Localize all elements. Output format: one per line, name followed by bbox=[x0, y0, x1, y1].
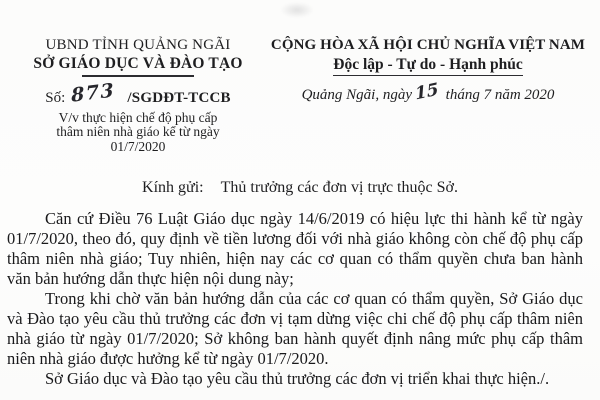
national-motto: Độc lập - Tự do - Hạnh phúc bbox=[333, 56, 522, 76]
handwritten-document-number: 873 bbox=[70, 78, 116, 107]
subject-line-3: 01/7/2020 bbox=[110, 138, 166, 154]
body-paragraph-2: Trong khi chờ văn bản hướng dẫn của các cơ quan có thẩm quyền, Sở Giáo dục và Đào tạo yêu cầu thủ trưởng các đơn vị tạm dừng việc chi chế độ phụ cấp thâm niên nhà giáo từ ngày 01/7/2020; Sở không ban hành quyết định nâng mức phụ cấp thâm niên nhà giáo được hưởng kể từ ngày 01/7/2020. bbox=[7, 289, 583, 369]
authority-name: UBND TỈNH QUẢNG NGÃI bbox=[45, 37, 231, 53]
subject-line-2: thâm niên nhà giáo kể từ ngày bbox=[56, 124, 220, 140]
date-prefix: Quảng Ngãi, ngày bbox=[301, 87, 412, 103]
national-title: CỘNG HÒA XÃ HỘI CHỦ NGHĨA VIỆT NAM bbox=[270, 37, 586, 53]
issuing-authority-block bbox=[12, 37, 264, 154]
letter-header bbox=[0, 0, 600, 154]
scan-smudge bbox=[280, 2, 314, 18]
body-paragraph-3: Sở Giáo dục và Đào tạo yêu cầu thủ trưởng các đơn vị triển khai thực hiện./. bbox=[45, 369, 550, 389]
document-number-label: Số: bbox=[45, 89, 66, 106]
place-date-line bbox=[264, 79, 592, 105]
date-suffix: tháng 7 năm 2020 bbox=[445, 87, 555, 103]
salutation-label: Kính gửi: bbox=[142, 179, 204, 197]
body-paragraph-1: Căn cứ Điều 76 Luật Giáo dục ngày 14/6/2019 có hiệu lực thi hành kể từ ngày 01/7/2020, theo đó, quy định về tiền lương đối với nhà giáo không còn chế độ phụ cấp thâm niên nhà giáo; Tuy nhiên, hiện nay các cơ quan có thẩm quyền chưa ban hành văn bản hướng dẫn thực hiện nội dung này; bbox=[7, 209, 583, 289]
subject-block bbox=[12, 111, 264, 155]
salutation-line bbox=[0, 179, 600, 197]
document-number-suffix: /SGDĐT-TCCB bbox=[127, 89, 231, 106]
salutation-recipient: Thủ trưởng các đơn vị trực thuộc Sở. bbox=[220, 179, 458, 197]
letter-body bbox=[0, 209, 600, 389]
national-header-block bbox=[264, 37, 600, 154]
document-number-line bbox=[12, 78, 264, 107]
handwritten-day: 15 bbox=[414, 79, 440, 105]
subject-line-1: V/v thực hiện chế độ phụ cấp bbox=[58, 109, 218, 125]
department-name: SỞ GIÁO DỤC VÀ ĐÀO TẠO bbox=[33, 55, 243, 72]
motto-row bbox=[264, 54, 592, 76]
department-underline bbox=[82, 75, 194, 77]
